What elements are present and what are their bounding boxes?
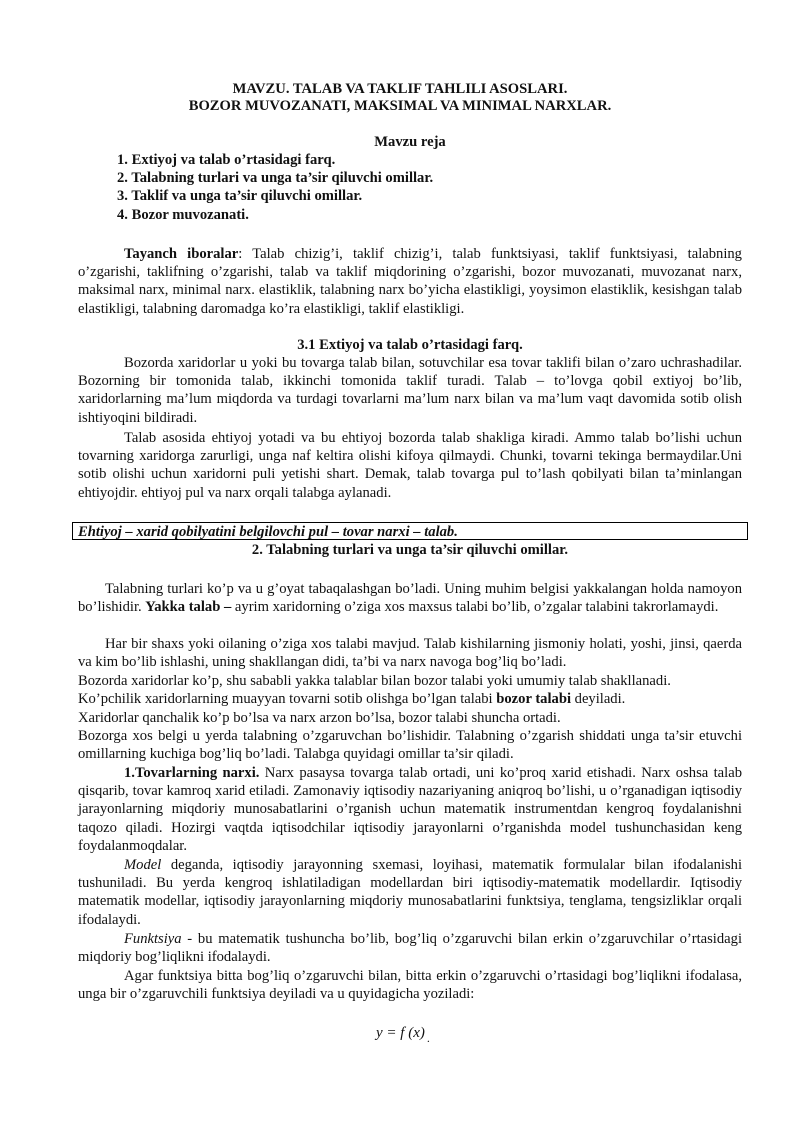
section-1-heading: 3.1 Extiyoj va talab o’rtasidagi farq.	[297, 337, 523, 353]
plan-item: 3. Taklif va unga ta’sir qiluvchi omillar.	[117, 188, 363, 205]
section-2-paragraph-2: Har bir shaxs yoki oilaning o’ziga xos talabi mavjud. Talab kishilarning jismoniy holati, yoshi, jinsi, qaerda va kim bo’lib ishlashi, uning shakllangan didi, ta’bi va narx navoga bog’liq bo’ladi.	[78, 636, 742, 671]
plan-list	[117, 151, 433, 224]
term-bozor-talabi: bozor talabi	[496, 691, 571, 707]
formula: y = f (x) $_.$	[376, 1025, 430, 1045]
term-yakka-talab: Yakka talab –	[145, 599, 232, 616]
keywords-text: : Talab chizig’i, taklif chizig’i, talab funktsiyasi, taklif funktsiyasi, talabning o’zgarishi, taklifning o’zgarishi, talab va taklif miqdorining o’zgarishi, bozor muvozanati, muvozanat narx, maksimal narx, minimal narx. elastiklik, talabning narx bo’yicha elastikligi, yoysimon elastiklik, kesishgan talab elastikligi, talabning daromadga ko’ra elastikligi, taklif elastikligi.	[78, 246, 742, 317]
keywords-label: Tayanch iboralar	[124, 246, 239, 262]
factor-heading-prices: 1.Tovarlarning narxi.	[124, 765, 260, 781]
boxed-definition: Ehtiyoj – xarid qobilyatini belgilovchi pul – tovar narxi – talab.	[72, 522, 748, 540]
section-2-paragraph-10: Agar funktsiya bitta bog’liq o’zgaruvchi bilan, bitta erkin o’zgaruvchi o’rtasidagi bog’liqlikni ifodalasa, unga bir o’zgaruvchili funktsiya deyiladi va u quyidagicha yoziladi:	[78, 968, 742, 1003]
section-2-paragraph-funktsiya: Funktsiya - bu matematik tushuncha bo’lib, bog’liq o’zgaruvchi bilan erkin o’zgaruvchilar o’rtasidagi miqdoriy bog’liqlikni ifodalaydi.	[78, 931, 742, 966]
section-2-paragraph-4: Ko’pchilik xaridorlarning muayyan tovarni sotib olishga bo’lgan talabi bozor talabi deyiladi.	[78, 691, 626, 707]
term-model: Model	[124, 857, 162, 873]
section-2-paragraph-1: Talabning turlari ko’p va u g’oyat tabaqalashgan bo’ladi. Uning muhim belgisi yakkalangan holda namoyon bo’lishidir. Yakka talab – ayrim xaridorning o’ziga xos maxsus talabi bo’lib, o’zgalar talabini takrorlamaydi.	[78, 581, 742, 616]
section-1-paragraph-2: Talab asosida ehtiyoj yotadi va bu ehtiyoj bozorda talab shakliga kiradi. Ammo talab bo’lishi uchun tovarning xaridorga zarurligi, unga naf keltira olishi kifoya qilmaydi. Chunki, tovarni tekinga bermaydilar.Uni sotib olishi uchun xaridorni puli yetishi shart. Demak, talab tovarga pul to’lash qobilyati bilan ta’minlangan ehtiyojdir. ehtiyoj pul va narx orqali talabga aylanadi.	[78, 430, 742, 501]
document-title-line-2: BOZOR MUVOZANATI, MAKSIMAL VA MINIMAL NARXLAR.	[188, 98, 612, 114]
section-2-paragraph-model: Model deganda, iqtisodiy jarayonning sxemasi, loyihasi, matematik formulalar bilan ifodalanishi tushuniladi. Bu yerda kengroq ishlatiladigan modellardan biri iqtisodiy-matematik modellardir. Iqtisodiy matematik modellar, iqtisodiy jarayonlarning miqdoriy munosabatlarini funktsiya, tenglama, tengsizliklar orqali ifodalaydi.	[78, 857, 742, 928]
plan-item: 1. Extiyoj va talab o’rtasidagi farq.	[117, 152, 336, 168]
section-2-paragraph-5: Xaridorlar qanchalik ko’p bo’lsa va narx arzon bo’lsa, bozor talabi shuncha ortadi.	[78, 710, 561, 726]
plan-heading: Mavzu reja	[374, 134, 446, 150]
keywords-paragraph	[78, 245, 742, 318]
section-2-paragraph-7: 1.Tovarlarning narxi. Narx pasaysa tovarga talab ortadi, uni ko’proq xarid etishadi. Narx oshsa talab qisqarib, tovar kamroq xarid etiladi. Zamonaviy iqtisodiy nazariyaning aniqroq bo’lishi, u o’rganadigan iqtisodiy jarayonlarning miqdoriy munosabatlarini o’rganish uchun matematik instrumentdan kengroq foydalanishni taqozo qiladi. Hozirgi vaqtda iqtisodchilar iqtisodiy jarayonlarni o’rganishda model tushunchasidan keng foydalanmoqdalar.	[78, 765, 742, 854]
section-2-heading: 2. Talabning turlari va unga ta’sir qiluvchi omillar.	[251, 542, 569, 558]
term-funktsiya: Funktsiya	[124, 931, 182, 947]
plan-item: 2. Talabning turlari va unga ta’sir qiluvchi omillar.	[117, 170, 434, 187]
section-2-paragraph-3: Bozorda xaridorlar ko’p, shu sababli yakka talablar bilan bozor talabi yoki umumiy talab shakllanadi.	[78, 673, 671, 689]
plan-item: 4. Bozor muvozanati.	[117, 206, 249, 223]
document-title-line-1: MAVZU. TALAB VA TAKLIF TAHLILI ASOSLARI.	[232, 81, 568, 97]
section-2-paragraph-6: Bozorga xos belgi u yerda talabning o’zgaruvchan bo’lishidir. Talabning o’zgarish shiddati unga ta’sir etuvchi omillarning kuchiga bog’liq bo’ladi. Talabga quyidagi omillar ta’sir qiladi.	[78, 728, 742, 763]
section-1-paragraph-1: Bozorda xaridorlar u yoki bu tovarga talab bilan, sotuvchilar esa tovar taklifi bilan o’zaro uchrashadilar. Bozorning bir tomonida talab, ikkinchi tomonida taklif turadi. Talab – to’lovga qobil extiyoj bo’lib, xaridorlarning ma’lum miqdorda va turdagi tovarlarni ma’lum narx bilan va ma’lum vaqt davomida sotib olish ishtiyoqini bildiradi.	[78, 355, 742, 426]
